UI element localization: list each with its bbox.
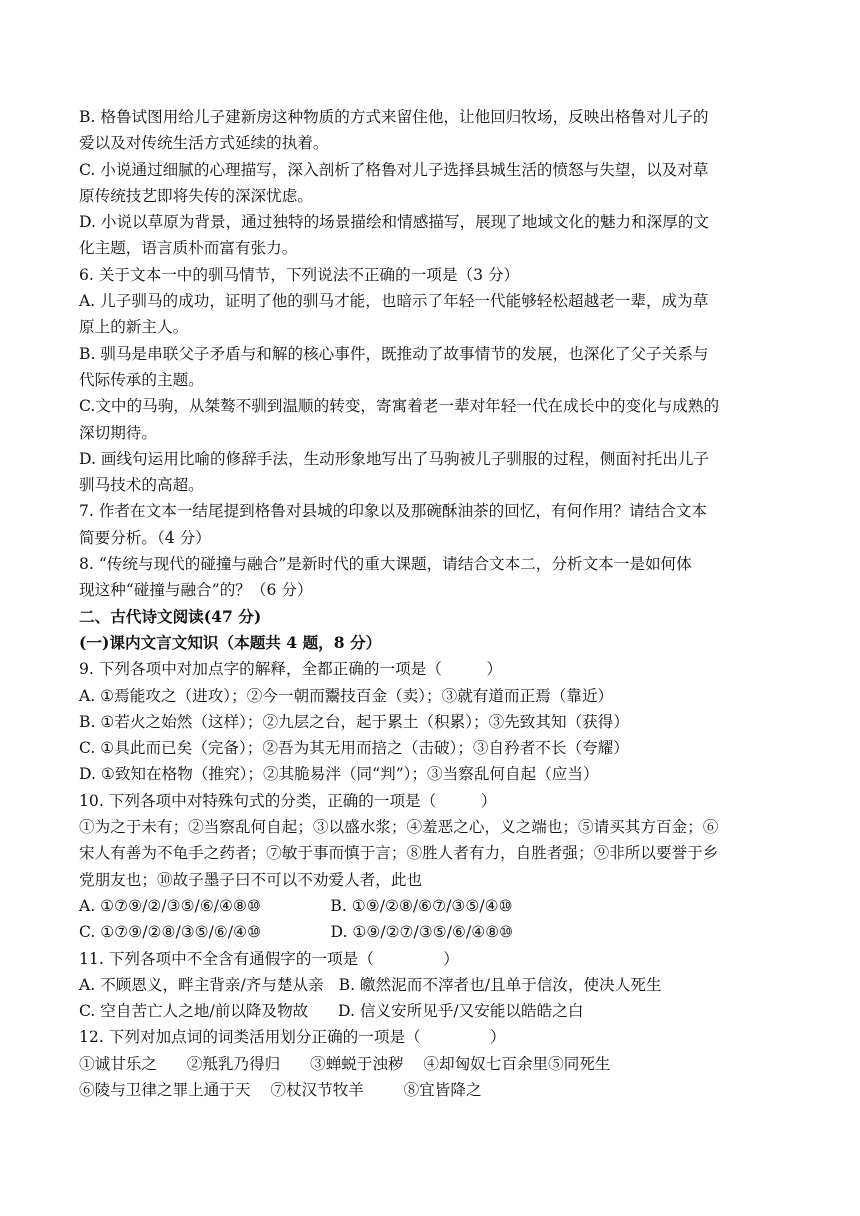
option-6c-line-2: 深切期待。 (79, 423, 157, 442)
question-7-line-2: 简要分析。（4 分） (79, 528, 211, 547)
option-6b-line-1: B. 驯马是串联父子矛盾与和解的核心事件，既推动了故事情节的发展，也深化了父子关系与 (79, 344, 709, 363)
option-5d-line-1: D. 小说以草原为背景，通过独特的场景描绘和情感描写，展现了地域文化的魅力和深厚的文 (79, 213, 710, 232)
option-9a: A. ①焉能攻之（进攻）；②今一朝而鬻技百金（卖）；③就有道而正焉（靠近） (79, 686, 614, 705)
options-11-cd: C. 空自苦亡人之地/前以降及物故 D. 信义安所见乎/又安能以皓皓之白 (79, 1002, 584, 1021)
section-heading: 二、古代诗文阅读(47 分) (79, 606, 262, 626)
question-10-sentences-line-3: 党朋友也；⑩故子墨子曰不可以不劝爱人者，此也 (79, 870, 423, 889)
question-12: 12. 下列对加点词的词类活用划分正确的一项是（ ） (79, 1028, 506, 1047)
question-11: 11. 下列各项中不全含有通假字的一项是（ ） (79, 949, 459, 968)
option-5d-line-2: 化主题，语言质朴而富有张力。 (79, 239, 298, 258)
options-10-cd: C. ①⑦⑨/②⑧/③⑤/⑥/④⑩ D. ①⑨/②⑦/③⑤/⑥/④⑧⑩ (79, 923, 514, 942)
options-11-ab: A. 不顾恩义，畔主背亲/齐与楚从亲 B. 皦然泥而不滓者也/且单于信汝，使决人死生 (79, 975, 662, 994)
question-10-sentences-line-2: 宋人有善为不龟手之药者；⑦敏于事而慎于言；⑧胜人者有力，自胜者强；⑨非所以要誉于乡 (79, 844, 719, 863)
question-8-line-1: 8. “传统与现代的碰撞与融合”是新时代的重大课题，请结合文本二，分析文本一是如何体 (79, 555, 692, 574)
subsection-heading: (一)课内文言文知识（本题共 4 题，8 分） (79, 632, 382, 652)
question-10-sentences-line-1: ①为之于未有；②当察乱何自起；③以盛水浆；④羞恶之心，义之端也；⑤请买其方百金；⑥ (79, 818, 719, 837)
question-10: 10. 下列各项中对特殊句式的分类，正确的一项是（ ） (79, 791, 497, 810)
question-9: 9. 下列各项中对加点字的解释，全都正确的一项是（ ） (79, 660, 503, 679)
exam-page (79, 104, 784, 1103)
question-12-items-line-1: ①诚甘乐之 ②羝乳乃得归 ③蝉蜕于浊秽 ④却匈奴七百余里⑤同死生 (79, 1054, 611, 1073)
option-6d-line-1: D. 画线句运用比喻的修辞手法，生动形象地写出了马驹被儿子驯服的过程，侧面衬托出儿子 (79, 449, 710, 468)
option-6a-line-1: A. 儿子驯马的成功，证明了他的驯马才能，也暗示了年轻一代能够轻松超越老一辈，成为草 (79, 292, 709, 311)
option-5c-line-2: 原传统技艺即将失传的深深忧虑。 (79, 186, 313, 205)
option-6c-line-1: C.文中的马驹，从桀骜不驯到温顺的转变，寄寓着老一辈对年轻一代在成长中的变化与成熟的 (79, 397, 720, 416)
question-7-line-1: 7. 作者在文本一结尾提到格鲁对县城的印象以及那碗酥油茶的回忆，有何作用？请结合文本 (79, 502, 707, 521)
option-9d: D. ①致知在格物（推究）；②其脆易泮（同“判”）；③当察乱何自起（应当） (79, 765, 599, 784)
option-6a-line-2: 原上的新主人。 (79, 318, 189, 337)
question-6: 6. 关于文本一中的驯马情节，下列说法不正确的一项是（3 分） (79, 265, 520, 284)
option-9c: C. ①具此而已矣（完备）；②吾为其无用而掊之（击破）；③自矜者不长（夸耀） (79, 739, 629, 758)
option-5b-line-2: 爱以及对传统生活方式延续的执着。 (79, 134, 329, 153)
option-6d-line-2: 驯马技术的高超。 (79, 476, 204, 495)
option-5b-line-1: B. 格鲁试图用给儿子建新房这种物质的方式来留住他，让他回归牧场，反映出格鲁对儿子的 (79, 108, 709, 126)
options-10-ab: A. ①⑦⑨/②/③⑤/⑥/④⑧⑩ B. ①⑨/②⑧/⑥⑦/③⑤/④⑩ (79, 896, 513, 915)
question-12-items-line-2: ⑥陵与卫律之罪上通于天 ⑦杖汉节牧羊 ⑧宜皆降之 (79, 1080, 482, 1099)
option-6b-line-2: 代际传承的主题。 (79, 370, 204, 389)
option-9b: B. ①若火之始然（这样）；②九层之台，起于累土（积累）；③先致其知（获得） (79, 712, 629, 731)
option-5c-line-1: C. 小说通过细腻的心理描写，深入剖析了格鲁对儿子选择县城生活的愤怒与失望，以及对草 (79, 160, 709, 179)
question-8-line-2: 现这种“碰撞与融合”的？（6 分） (79, 581, 313, 600)
